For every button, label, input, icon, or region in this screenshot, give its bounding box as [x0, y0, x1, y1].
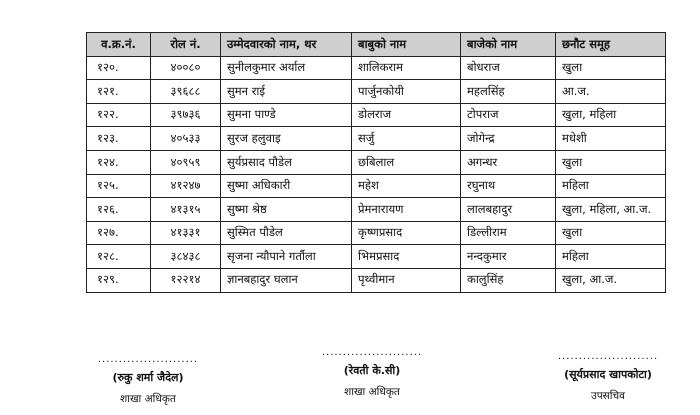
cell-serial: १२८.: [87, 245, 151, 269]
cell-candidate-name: सुर्यप्रसाद पौडेल: [221, 150, 352, 174]
cell-candidate-name: सुष्मा श्रेष्ठ: [221, 198, 352, 222]
header-grandfather-name: बाजेको नाम: [461, 33, 556, 57]
cell-selection-group: खुला: [556, 221, 666, 245]
cell-candidate-name: सृजना न्यौपाने गर्तौला: [221, 245, 352, 269]
cell-serial: १२५.: [87, 174, 151, 198]
table-row: [87, 56, 666, 80]
cell-father-name: सर्जु: [352, 127, 461, 151]
cell-candidate-name: सुरज हलुवाइ: [221, 127, 352, 151]
table-row: [87, 103, 666, 127]
signatory-name: (रुकु शर्मा जैदेल): [112, 371, 184, 384]
cell-serial: १२२.: [87, 103, 151, 127]
signatory-title: उपसचिव: [590, 390, 626, 402]
signatory-under-secretary: [538, 352, 678, 403]
cell-grandfather-name: रघुनाथ: [461, 174, 556, 198]
cell-father-name: प्रेमनारायण: [352, 198, 461, 222]
cell-serial: १२६.: [87, 198, 151, 222]
cell-father-name: छबिलाल: [352, 150, 461, 174]
header-father-name: बाबुको नाम: [352, 33, 461, 57]
table-row: [87, 150, 666, 174]
cell-roll: ३९७३६: [151, 103, 221, 127]
cell-father-name: कृष्णप्रसाद: [352, 221, 461, 245]
table-row: [87, 127, 666, 151]
cell-selection-group: खुला, महिला: [556, 103, 666, 127]
cell-selection-group: महिला: [556, 174, 666, 198]
cell-grandfather-name: डिल्लीराम: [461, 221, 556, 245]
cell-roll: १२२१४: [151, 268, 221, 292]
cell-grandfather-name: बोधराज: [461, 56, 556, 80]
cell-candidate-name: सुमन राई: [221, 80, 352, 104]
cell-grandfather-name: लालबहादुर: [461, 198, 556, 222]
cell-selection-group: मधेशी: [556, 127, 666, 151]
cell-serial: १२३.: [87, 127, 151, 151]
cell-candidate-name: सुस्मित पौडेल: [221, 221, 352, 245]
cell-roll: ४००८०: [151, 56, 221, 80]
cell-father-name: डोलराज: [352, 103, 461, 127]
results-table: [86, 32, 666, 293]
cell-candidate-name: ज्ञानबहादुर घलान: [221, 268, 352, 292]
table-header: [87, 33, 666, 57]
signatory-name: (सूर्यप्रसाद खापकोटा): [564, 368, 652, 381]
signatory-name: (रेवती के.सी): [343, 364, 401, 377]
cell-serial: १२०.: [87, 56, 151, 80]
cell-candidate-name: सुष्मा अधिकारी: [221, 174, 352, 198]
table-row: [87, 80, 666, 104]
cell-roll: ३८४३८: [151, 245, 221, 269]
signatory-section-officer-2: [302, 348, 442, 399]
table-body: [87, 56, 666, 292]
cell-roll: ४१३१५: [151, 198, 221, 222]
signatory-title: शाखा अधिकृत: [120, 393, 176, 405]
signatory-section-officer-1: [78, 355, 218, 406]
cell-grandfather-name: कालुसिंह: [461, 268, 556, 292]
header-candidate-name: उम्मेदवारको नाम, थर: [221, 33, 352, 57]
cell-father-name: शालिकराम: [352, 56, 461, 80]
table-row: [87, 221, 666, 245]
header-selection-group: छनौट समूह: [556, 33, 666, 57]
table-row: [87, 174, 666, 198]
cell-selection-group: महिला: [556, 245, 666, 269]
cell-serial: १२७.: [87, 221, 151, 245]
signature-line: ........................: [97, 354, 199, 365]
cell-serial: १२९.: [87, 268, 151, 292]
cell-candidate-name: सुमना पाण्डे: [221, 103, 352, 127]
cell-selection-group: खुला, आ.ज.: [556, 268, 666, 292]
cell-grandfather-name: जोगेन्द्र: [461, 127, 556, 151]
signature-line: ........................: [321, 347, 423, 358]
cell-roll: ४१२४७: [151, 174, 221, 198]
cell-roll: ४०५३३: [151, 127, 221, 151]
header-roll-number: रोल नं.: [151, 33, 221, 57]
table-row: [87, 198, 666, 222]
cell-candidate-name: सुनीलकुमार अर्याल: [221, 56, 352, 80]
cell-father-name: महेश: [352, 174, 461, 198]
cell-roll: ४०९५९: [151, 150, 221, 174]
cell-serial: १२१.: [87, 80, 151, 104]
signatory-title: शाखा अधिकृत: [344, 386, 400, 398]
cell-selection-group: खुला: [556, 150, 666, 174]
cell-selection-group: आ.ज.: [556, 80, 666, 104]
cell-serial: १२४.: [87, 150, 151, 174]
cell-roll: ४१३३१: [151, 221, 221, 245]
cell-grandfather-name: अगन्धर: [461, 150, 556, 174]
cell-selection-group: खुला, महिला, आ.ज.: [556, 198, 666, 222]
table-row: [87, 268, 666, 292]
cell-father-name: पृथ्वीमान: [352, 268, 461, 292]
header-serial-number: व.क्र.नं.: [87, 33, 151, 57]
cell-father-name: पार्जुनकोयी: [352, 80, 461, 104]
cell-selection-group: खुला: [556, 56, 666, 80]
cell-grandfather-name: महलसिंह: [461, 80, 556, 104]
cell-grandfather-name: नन्दकुमार: [461, 245, 556, 269]
cell-grandfather-name: टोपराज: [461, 103, 556, 127]
table-row: [87, 245, 666, 269]
cell-father-name: भिमप्रसाद: [352, 245, 461, 269]
header-row: [87, 33, 666, 57]
signature-line: ........................: [557, 351, 659, 362]
cell-roll: ३९६८८: [151, 80, 221, 104]
